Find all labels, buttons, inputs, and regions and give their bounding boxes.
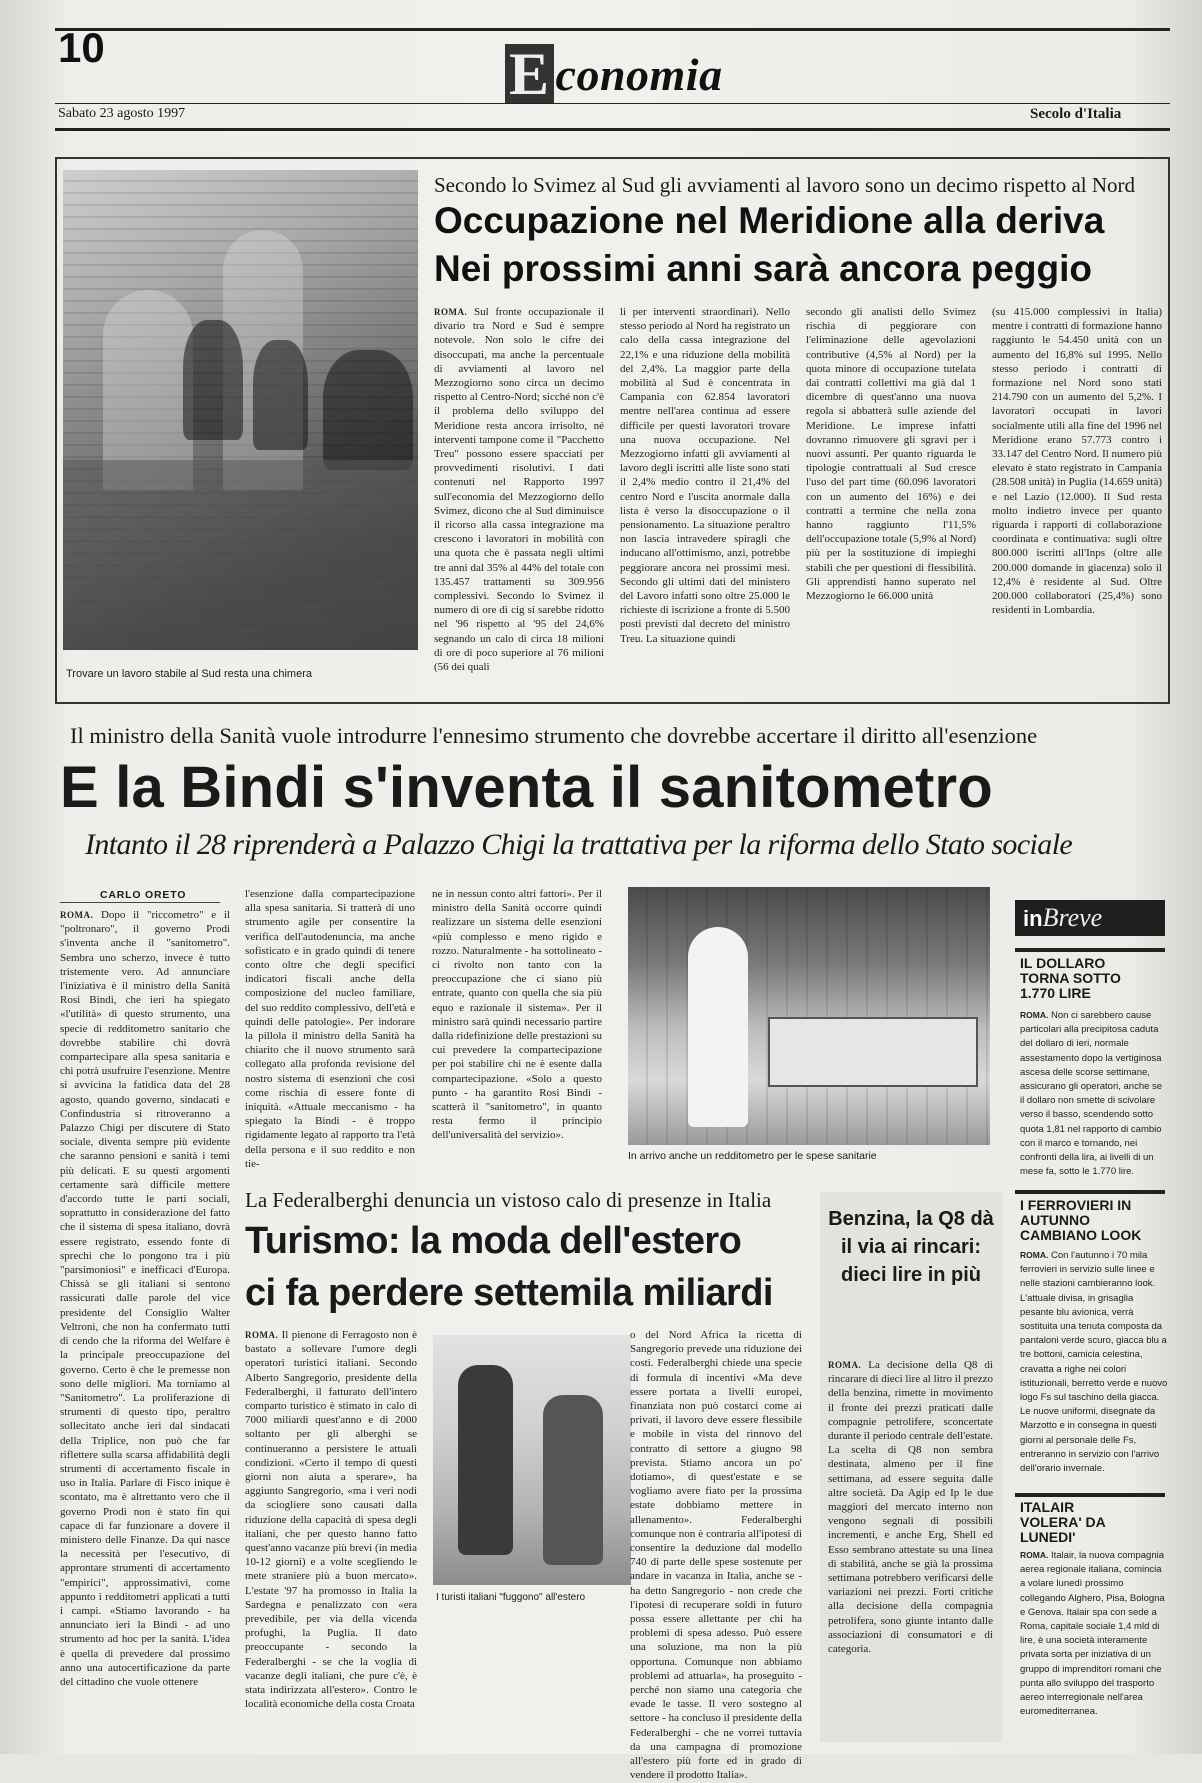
tourism-kicker: La Federalberghi denuncia un vistoso calo di presenze in Italia <box>245 1188 772 1212</box>
brief-1-title: IL DOLLARO TORNA SOTTO 1.770 LIRE <box>1020 955 1121 1001</box>
main-story-column-2: l'esenzione dalla compartecipazione alla spesa sanitaria. Si tratterà di uno strumento agile per consentire la verifica dell'autodenuncia, ma anche sofisticato e in grado quindi di tenere conto oltre che degli specifici indicatori fiscali anche della composizione del nucleo familiare, del suo reddito complessivo, dell'età e quindi delle patologie». Per indorare la pillola il ministro della Sanità ha chiarito che il nuovo strumento sarà collegato alla profonda revisione del nostro sistema di esenzioni che così come rischia di essere fonte di iniquità. «Attuale meccanismo - ha spiegato la Bindi - è troppo rigidamente legato al rapporto tra l'età della persona e il suo reddito e non tie- <box>245 888 415 1170</box>
tourism-column-1-text: Il pienone di Ferragosto non è bastato a sollevare l'umore degli operatori turistici italiani. Secondo Alberto Sangregorio, presidente della Federalberghi, il fatturato dell'intero comparto turistico è stimato in calo di 7000 miliardi quest'anno e di 2000 soltanto per gli alberghi se continueranno a persistere le attuali condizioni. «Certo il tempo di questi giorni non aiuta a sperare», ha aggiunto Sangregorio, «ma i veri nodi da sciogliere sono causati dalla riduzione della capacità di spesa degli italiani, che per questo hanno fatto quest'anno vacanze più brevi (in media 10-12 giorni) e a volte scegliendo le mete straniere più a buon mercato». L'estate '97 ha promosso in Italia la Sardegna e penalizzato con «era prevedibile, per via della vicenda profughi, la Puglia. Il dato preoccupante - secondo la Federalberghi - se che la voglia di vacanze degli italiani, che pure c'è, è stata indirizzata all'estero». Contro le località economiche della costa Croata <box>245 1329 417 1711</box>
header-rule <box>55 103 1170 104</box>
page-number: 10 <box>58 24 105 71</box>
tourism-headline-line2: ci fa perdere settemila miliardi <box>245 1272 773 1314</box>
brief-3-body <box>1020 1548 1168 1748</box>
brief-2-dateline: ROMA. <box>1020 1250 1049 1260</box>
benzina-body <box>828 1358 993 1738</box>
main-story-headline: E la Bindi s'inventa il sanitometro <box>60 755 993 820</box>
byline-rule <box>60 902 220 903</box>
brief-1-body <box>1020 1008 1168 1178</box>
brief-3-text: Italair, la nuova compagnia aerea regionale italiana, comincia a volare lunedì prossimo collegando Alghero, Pisa, Bologna e Genova. Italair spa con sede a Roma, capitale sociale 1,4 mld di lire, è una società interamente privata sorta per iniziativa di un gruppo di imprenditori romani che punta allo sviluppo del trasporto aereo interregionale nell'area euromediterranea. <box>1020 1550 1165 1718</box>
factory-photo-caption: Trovare un lavoro stabile al Sud resta una chimera <box>66 668 312 680</box>
hospital-bed <box>768 1017 978 1087</box>
top-story-headline-line1: Occupazione nel Meridione alla deriva <box>434 200 1105 241</box>
brief-1-rule <box>1015 948 1165 952</box>
tourism-column-2: o del Nord Africa la ricetta di Sangregorio prevede una riduzione dei costi. Federalberghi chiede una specie di formula di incentivi «Ma deve essere portata a livelli europei, finanziata non può costarci come ai privati, il lavoro deve essere flessibile e mobile in vista del rinnovo del contratto di settore a giugno 98 prevista. Stiamo ancora un po' dotiamo», di quest'estate e se vogliamo avere fiato per la prossima estate dobbiamo mettere in allenamento». Federalberghi comunque non è contraria all'ipotesi di consentire la deduzione dal modello 740 di parte delle spese sostenute per andare in vacanza in Italia, anche se - ha detto Sangregorio - non crede che l'ipotesi di recuperare soldi in futuro possa essere allettante per chi ha problemi di spesa adesso. Può essere una soluzione, ma non la più opportuna. Comunque non abbiamo problemi ad attuarla», ha proseguito - perché non siamo una categoria che evade le tasse. Il vero sostegno al settore - ha concluso il presidente della Federalberghi - che ne vorrei tuttavia da una campagna di promozione all'estero più forte ed in grado di vendere il prodotto Italia». <box>630 1329 802 1782</box>
benzina-text: La decisione della Q8 di rincarare di dieci lire al litro il prezzo della benzina, rimette in movimento il fronte dei prezzi praticati dalle compagnie petrolifere, sconcertate durante il periodo centrale dell'estate. La scelta di Q8 non sembra destinata, almeno per il fine settimana, ad essere seguita dalle altre società. Da Agip ed Ip le due maggiori del mercato interno non vengono segnali di possibili incrementi, e anche Erg, Shell ed Esso sembrano attestate su una linea di stabilità, anche se già la prossima settimana potrebbero verificarsi delle variazioni nei prezzi. Forti critiche alla decisione della compagnia petrolifera, sono giunte intanto dalle associazioni di consumatori e di categoria. <box>828 1359 993 1656</box>
top-story-kicker: Secondo lo Svimez al Sud gli avviamenti al lavoro sono un decimo rispetto al Nord <box>434 173 1136 197</box>
top-story-column-1-text: Sul fronte occupazionale il divario tra Nord e Sud è sempre notevole. Non solo le cifre dei disoccupati, ma anche la percentuale di avviamenti al lavoro nel Mezzogiorno sono circa un decimo rispetto al Centro-Nord; sicché non c'è il problema dello sviluppo del Meridione resta ancora irrisolto, né interventi tampone come il "Pacchetto Treu" possono essere spacciati per provvedimenti risolutivi. I dati contenuti nel Rapporto 1997 sull'economia del Mezzogiorno dello Svimez, dicono che al Sud diminuisce il ricorso alla cassa integrazione ma crescono i lavoratori in mobilità con una quota che è passata negli ultimi tre anni dal 35% al 44% del totale con 135.457 trattamenti su 309.956 complessivi. Secondo lo Svimez il numero di ore di cig si sarebbe ridotto nel '96 rispetto al '95 del 24,6% segnando un calo di circa 18 milioni di ore di poco superiore al 76 milioni (56 dei quali <box>434 306 604 674</box>
tourism-headline <box>245 1215 773 1319</box>
in-breve-big: Breve <box>1042 903 1103 932</box>
main-story-deck: Intanto il 28 riprenderà a Palazzo Chigi la trattativa per la riforma dello Stato sociale <box>85 828 1073 861</box>
hospital-photo <box>628 887 990 1145</box>
brief-2-body <box>1020 1248 1168 1488</box>
brief-2-title: I FERROVIERI IN AUTUNNO CAMBIANO LOOK <box>1020 1197 1142 1243</box>
paper-name: Secolo d'Italia <box>1030 106 1122 122</box>
benzina-dateline: ROMA. <box>828 1360 862 1370</box>
hospital-photo-caption: In arrivo anche un redditometro per le spese sanitarie <box>628 1150 877 1162</box>
section-rest: conomia <box>555 49 723 100</box>
tourism-column-1 <box>245 1328 417 1738</box>
section-title <box>505 40 723 107</box>
main-story-column-1 <box>60 908 230 1738</box>
brief-1-dateline: ROMA. <box>1020 1010 1049 1020</box>
top-story-column-1 <box>434 305 604 685</box>
main-story-byline: CARLO ORETO <box>100 889 187 901</box>
main-story-kicker: Il ministro della Sanità vuole introdurre l'ennesimo strumento che dovrebbe accertare il diritto all'esenzione <box>70 723 1038 748</box>
factory-photo <box>63 170 418 650</box>
brief-3-dateline: ROMA. <box>1020 1550 1049 1560</box>
in-breve-banner <box>1015 900 1165 936</box>
top-story-column-4: (su 415.000 complessivi in Italia) mentre i contratti di formazione hanno raggiunto le 54.450 unità con un aumento del 16,8% sul 1995. Nello stesso periodo i contratti di formazione nel Nord sono stati 214.790 con un aumento del 5,2%. I lavoratori occupati in lavori socialmente utili alla fine del 1996 nel Meridione erano 57.773 contro i 33.147 del Centro Nord. Il numero più elevato è stato registrato in Campania (28.508 unità) in Puglia (14.659 unità) e nel Lazio (12.000). Il Sud resta molto indietro invece per quanto riguarda i rapporti di collaborazione coordinata e continuativa: sugli oltre 800.000 iscritti all'Inps (oltre alle 200.000 domande in giacenza) solo il 12,4% è residente al Sud. Oltre 200.000 collaboratori (25,4%) sono residenti in Lombardia. <box>992 306 1162 617</box>
beach-photo-caption: I turisti italiani "fuggono" all'estero <box>436 1592 586 1603</box>
main-story-column-1-text: Dopo il "riccometro" e il "poltronaro", il governo Prodi s'inventa anche il "sanitometro". Sembra uno scherzo, invece è tutto tristemente vero. Ad annunciare l'iniziativa è il ministro della Sanità Rosi Bindi, che ieri ha spiegato «l'utilità» di questo strumento, una specie di redditometro sanitario che dovrebbe stabilire chi dovrà compartecipare alla spesa sanitaria e chi potrà usufruire l'esenzione. Mentre si avvicina la fatidica data del 28 agosto, quando governo, sindacati e Confindustria si ritroveranno a Palazzo Chigi per discutere di Stato sociale, diventa sempre più evidente che saranno pensioni e sanità i temi più delicati. E su questi argomenti certamente sarà difficile mettere d'accordo tutte le parti sociali, soprattutto in considerazione del fatto che il sistema di spesa italiano, dovrà essere registrato, essendo fonte di sprechi che lo pongono tra i più "parsimoniosi" e inefficaci d'Europa. Chissà se gli italiani si sentono rassicurati dalle parole del vice presidente del Consiglio Walter Veltroni, che non ha confermato tutti di cendo che la riforma del Welfare è la principale preoccupazione del governo. Certo è che le premesse non sono delle migliori. Ma torniamo al "Sanitometro". La proliferazione di strumenti di questo tipo, peraltro sollecitato anche ieri dal sindacati della Triplice, non può che far riflettere sulla scarsa affidabilità degli strumenti di accertamento fiscale in uso in Italia. Parlare di Fisco inique è scontato, ma è altrettanto vero che il governo Prodi non è stato fin qui capace di far funzionare a dovere il ministero delle Finanze. Da qui nasce la necessità per l'esecutivo, di approntare strumenti di accertamento "empirici", approssimativi, come appunto i redditometri applicati a tutti i campi. «Stiamo lavorando - ha annunciato ieri la Bindi - ad uno strumento ad hoc per la sanità. L'idea è quella di prevedere dal prossimo anno una autocertificazione da parte del cittadino che vuole ottenere <box>60 909 230 1688</box>
top-story-dateline: ROMA. <box>434 307 468 317</box>
header-rule-thick <box>55 128 1170 131</box>
issue-date: Sabato 23 agosto 1997 <box>58 106 186 121</box>
top-story-column-3: secondo gli analisti dello Svimez rischia di peggiorare con l'eliminazione delle agevolazioni contributive (4,5% al Nord) per la quota minore di occupazione tutelata dai contratti collettivi ma già dal 1 dicembre di quest'anno una nuova regola si abbatterà sulle aziende del Meridione. Le imprese infatti dovranno rimuovere gli sgravi per i nuovi assunti. Per quanto riguarda le tipologie contrattuali al Sud cresce l'uso del part time (60.096 lavoratori con un aumento del 16%) e dei contratti a termine che nella zona hanno raggiunto l'11,5% dell'occupazione totale (5,9% al Nord) più per la sostituzione di impieghi stabili che per questioni di flessibilità. Gli apprendisti hanno superato nel Mezzogiorno le 66.000 unità <box>806 306 976 603</box>
brief-1-text: Non ci sarebbero cause particolari alla precipitosa caduta del dollaro di ieri, normale assestamento dopo la vertiginosa ascesa delle scorse settimane, assicurano gli operatori, anche se il dollaro non smette di scivolare verso il basso, scendendo sotto quota 1,81 nel rapporto di cambio con il marco e tornando, nei confronti della lira, ai livelli di un mese fa, sotto le 1.770 lire. <box>1020 1010 1163 1178</box>
beach-photo <box>433 1335 631 1585</box>
brief-2-rule <box>1015 1190 1165 1194</box>
main-story-dateline: ROMA. <box>60 910 94 920</box>
brief-3-rule <box>1015 1493 1165 1497</box>
brief-2-text: Con l'autunno i 70 mila ferrovieri in servizio sulle linee e nelle stazioni cambieranno look. L'attuale divisa, in grisaglia pesante blu avionica, verrà sostituita una tenuta composta da pantaloni verde scuro, giacca blu a tre bottoni, camicia celestina, cravatta a righe nei colori istituzionali, berretto verde e nuovo logo Fs sul taschino della giacca. Le nuove uniformi, disegnate da Marzotto e in consegna in questi giorni al personale delle Fs, entreranno in servizio con l'arrivo dell'orario invernale. <box>1020 1250 1168 1475</box>
main-story-column-3: ne in nessun conto altri fattori». Per il ministro della Sanità occorre quindi realizzare un sistema delle esenzioni «più complesso e meno rigido e rozzo. Naturalmente - ha sottolineato - ci rivolto non tanto con la preoccupazione che ci siano più entrate, quanto con quella che sia più equo e razionale il sistema». Per il ministro sarà quindi necessario partire dalla ridefinizione delle prestazioni su cui prevedere la compartecipazione per poi stabilire chi ne è esente dalla compartecipazione. «Solo a questo punto - ha garantito Rosi Bindi - scatterà il "sanitometro", in quanto resta fermo il principio dell'universalità del servizio». <box>432 888 602 1142</box>
top-rule <box>55 28 1170 31</box>
benzina-headline: Benzina, la Q8 dà il via ai rincari: dieci lire in più <box>828 1208 994 1286</box>
tourism-headline-line1: Turismo: la moda dell'estero <box>245 1220 742 1262</box>
top-story-headline <box>434 197 1104 293</box>
tourism-dateline: ROMA. <box>245 1330 279 1340</box>
in-breve-small: in <box>1023 906 1043 931</box>
brief-3-title: ITALAIR VOLERA' DA LUNEDI' <box>1020 1499 1106 1545</box>
doctor-figure <box>688 927 748 1127</box>
top-story-headline-line2: Nei prossimi anni sarà ancora peggio <box>434 248 1092 289</box>
section-initial: E <box>505 44 554 104</box>
top-story-column-2: li per interventi straordinari). Nello stesso periodo al Nord ha registrato un calo della cassa integrazione del 22,1% e una riduzione della mobilità del 2,4%. La maggior parte della mobilità al Sud è concentrata in Campania con 62.854 lavoratori mentre nell'area continua ad essere difficile per questi lavoratori trovare una nuova occupazione. Nel Mezzogiorno infatti gli avviamenti al lavoro degli iscritti alle liste sono stati il 2,4% medio contro il 21,4% del centro Nord e l'uscita anormale dalla lista è verso la disoccupazione o il pensionamento. La situazione peraltro non lascia intravedere spiragli che inducano all'ottimismo, anzi, potrebbe peggiorare ancora nei prossimi mesi. Secondo gli ultimi dati del ministero del Lavoro infatti sono oltre 25.000 le richieste di iscrizione a fronte di 5.500 posti previsti dal decreto del ministro Treu. La situazione quindi <box>620 306 790 645</box>
